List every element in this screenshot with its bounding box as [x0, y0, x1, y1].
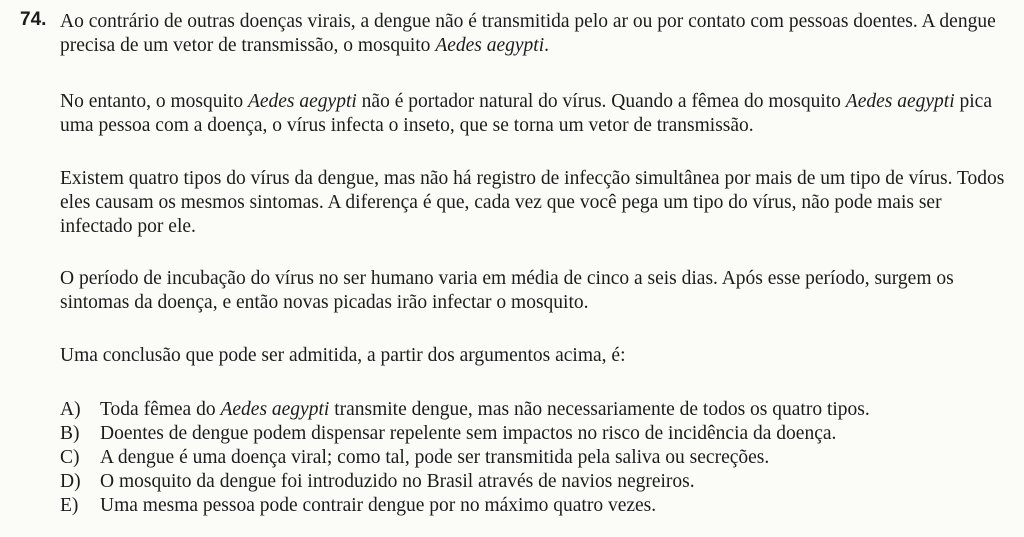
option-b[interactable]: [60, 422, 1005, 446]
option-text: Doentes de dengue podem dispensar repelente sem impactos no risco de incidência da doença.: [100, 423, 837, 444]
option-text: A dengue é uma doença viral; como tal, pode ser transmitida pela saliva ou secreções.: [100, 447, 770, 468]
option-text: [100, 398, 870, 422]
paragraph-1-species: Aedes aegypti: [435, 35, 545, 56]
paragraph-4: O período de incubação do vírus no ser humano varia em média de cinco a seis dias. Após esse período, surgem os sintomas da doença, e então novas picadas irão infectar o mosquito.: [60, 268, 954, 313]
option-text: Uma mesma pessoa pode contrair dengue por no máximo quatro vezes.: [100, 495, 657, 516]
option-letter: C): [60, 447, 80, 468]
option-letter: D): [60, 471, 81, 492]
question-prompt: Uma conclusão que pode ser admitida, a partir dos argumentos acima, é:: [60, 345, 626, 366]
paragraph-2: [60, 90, 1005, 138]
paragraph-3: Existem quatro tipos do vírus da dengue, mas não há registro de infecção simultânea por mais de um tipo de vírus. Todos eles causam os mesmos sintomas. A diferença é que, cada vez que você pega um tipo do vírus, não pode mais ser infectado por ele.: [60, 168, 1005, 237]
option-e[interactable]: [60, 494, 1005, 518]
question-number: 74.: [20, 9, 47, 30]
paragraph-2-text-b: não é portador natural do vírus. Quando a fêmea do mosquito: [356, 91, 846, 112]
paragraph-1-text: Ao contrário de outras doenças virais, a dengue não é transmitida pelo ar ou por contato com pessoas doentes. A dengue precisa de um vetor de transmissão, o mosquito: [60, 11, 996, 56]
option-c[interactable]: [60, 446, 1005, 470]
paragraph-1-end: .: [544, 35, 550, 56]
paragraph-1: [60, 10, 1005, 58]
option-d[interactable]: [60, 470, 1005, 494]
option-letter: E): [60, 495, 79, 516]
answer-options: [60, 398, 1005, 518]
option-letter: A): [60, 399, 81, 420]
option-species: Aedes aegypti: [220, 399, 330, 420]
option-letter: B): [60, 423, 80, 444]
option-text-part: transmite dengue, mas não necessariamente de todos os quatro tipos.: [329, 399, 870, 420]
option-text-part: Toda fêmea do: [100, 399, 221, 420]
paragraph-2-text-c: pica uma pessoa com a doença, o vírus infecta o inseto, que se torna um vetor de transmissão.: [60, 91, 992, 136]
paragraph-2-text-a: No entanto, o mosquito: [60, 91, 248, 112]
paragraph-2-species-a: Aedes aegypti: [247, 91, 357, 112]
option-text: O mosquito da dengue foi introduzido no Brasil através de navios negreiros.: [100, 471, 695, 492]
paragraph-2-species-b: Aedes aegypti: [845, 91, 955, 112]
option-a[interactable]: [60, 398, 1005, 422]
